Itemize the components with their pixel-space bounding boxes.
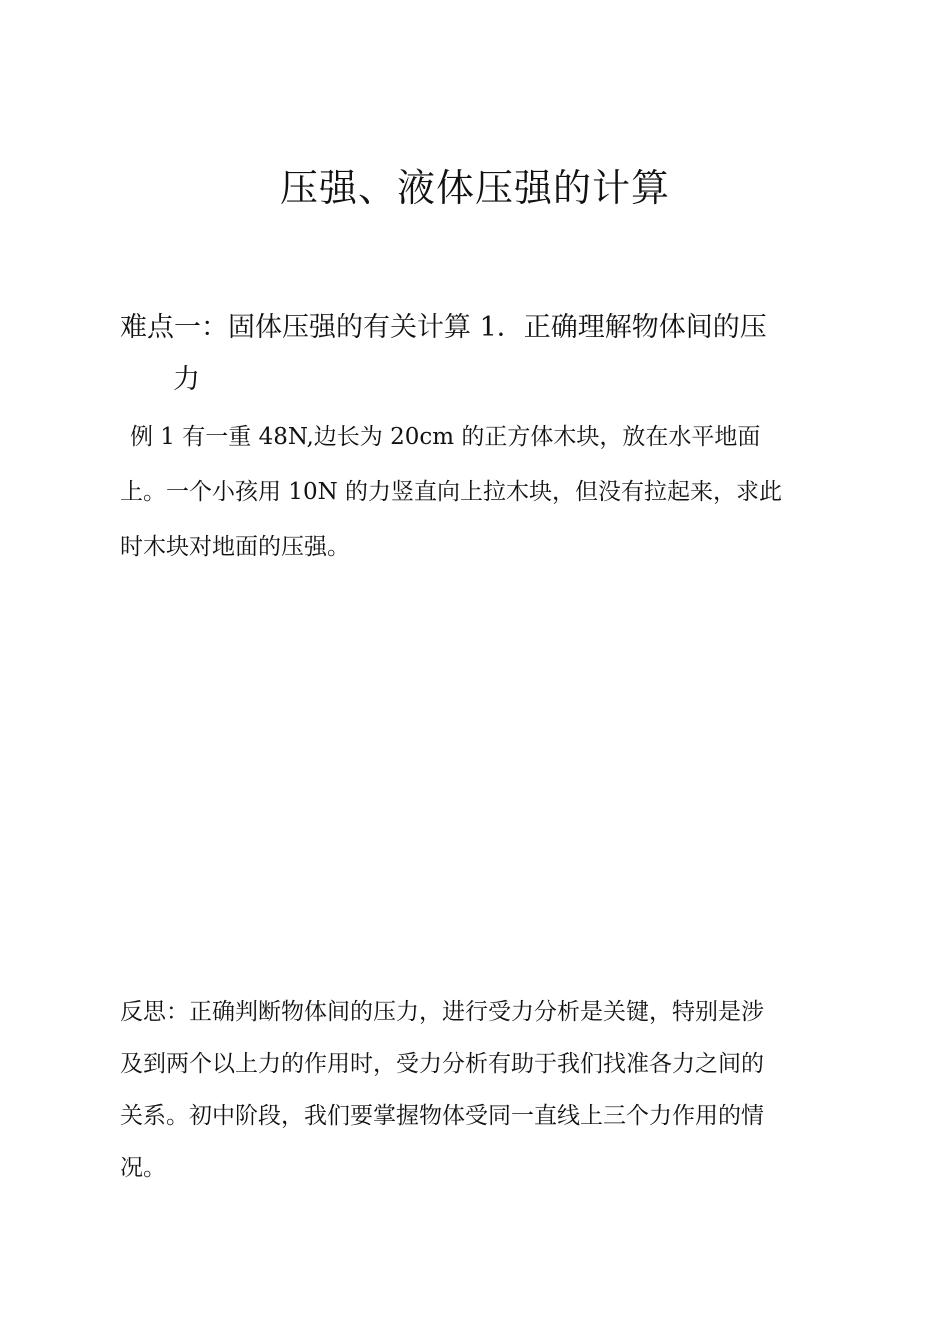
- example-line-3: 时木块对地面的压强。: [120, 534, 350, 560]
- section-heading: [120, 302, 820, 406]
- section-heading-line-2: 力: [173, 364, 200, 395]
- page-title: 压强、液体压强的计算: [279, 166, 670, 210]
- reflection-line-4: 况。: [120, 1155, 166, 1181]
- reflection-line-3: 关系。初中阶段，我们要掌握物体受同一直线上三个力作用的情: [120, 1103, 764, 1129]
- section-heading-line-1: 难点一：固体压强的有关计算 1．正确理解物体间的压: [120, 312, 767, 343]
- example-problem: [120, 410, 820, 575]
- reflection-paragraph: [120, 986, 820, 1194]
- example-line-1: 例 1 有一重 48N,边长为 20cm 的正方体木块，放在水平地面: [130, 424, 761, 450]
- reflection-line-2: 及到两个以上力的作用时，受力分析有助于我们找准各力之间的: [120, 1051, 764, 1077]
- example-line-2: 上。一个小孩用 10N 的力竖直向上拉木块，但没有拉起来，求此: [120, 479, 783, 505]
- reflection-line-1: 反思：正确判断物体间的压力，进行受力分析是关键，特别是涉: [120, 999, 764, 1025]
